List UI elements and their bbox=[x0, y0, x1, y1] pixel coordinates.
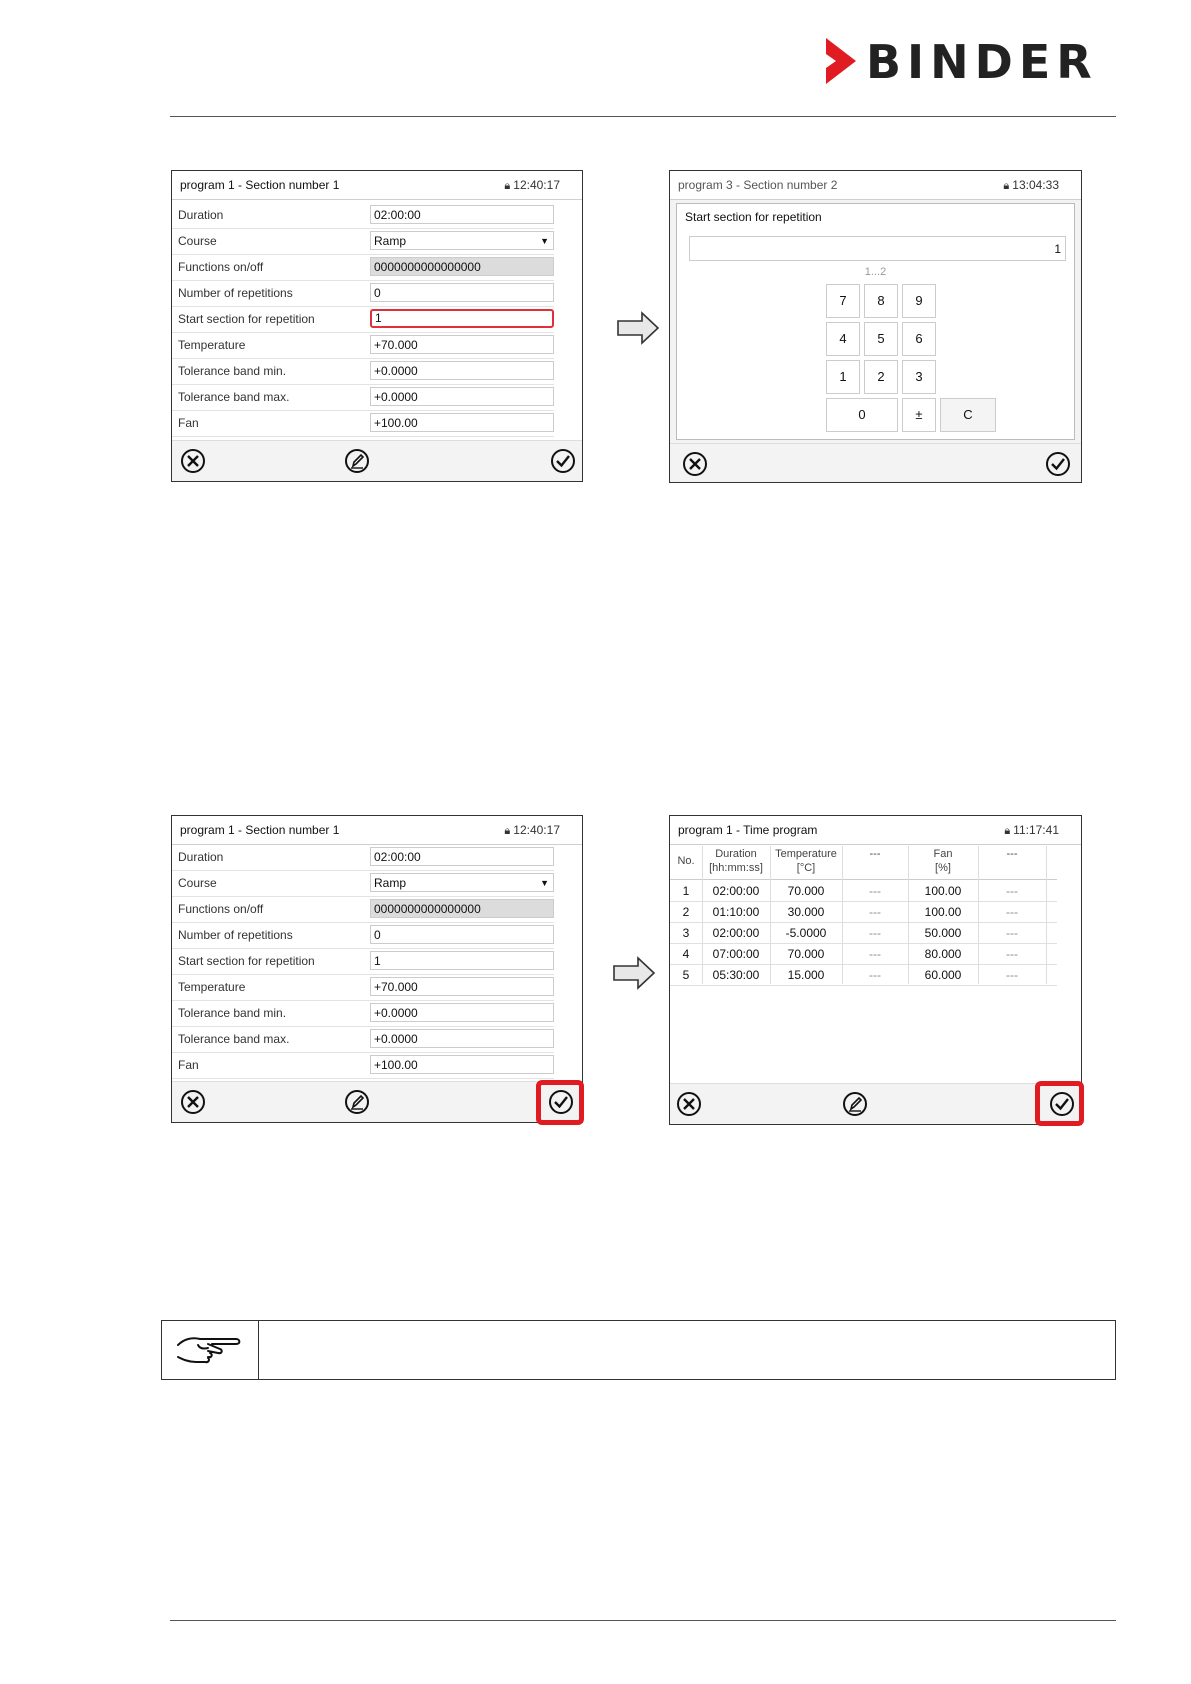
parameter-row bbox=[172, 203, 554, 229]
screen-clock bbox=[504, 171, 560, 200]
confirm-icon[interactable] bbox=[550, 448, 576, 474]
parameter-label: Tolerance band max. bbox=[178, 1032, 290, 1046]
parameter-value-field[interactable] bbox=[370, 1003, 554, 1022]
parameter-value: Ramp bbox=[374, 234, 407, 248]
parameter-value-field[interactable] bbox=[370, 257, 554, 276]
cancel-icon[interactable] bbox=[180, 1089, 206, 1115]
table-cell: 07:00:00 bbox=[712, 947, 760, 961]
clock-time: 12:40:17 bbox=[513, 823, 560, 837]
clock-time: 11:17:41 bbox=[1013, 823, 1059, 837]
parameter-value-field[interactable] bbox=[370, 1055, 554, 1074]
parameter-row bbox=[172, 1001, 554, 1027]
parameter-value: +100.00 bbox=[374, 1058, 418, 1072]
parameter-label: Duration bbox=[178, 850, 224, 864]
lock-icon: 🔒︎ bbox=[1004, 825, 1011, 837]
numeric-entry-dialog bbox=[676, 203, 1075, 440]
parameter-label: Temperature bbox=[178, 338, 246, 352]
parameter-label: Start section for repetition bbox=[178, 312, 315, 326]
table-cell: --- bbox=[1006, 926, 1018, 940]
column-separator bbox=[702, 846, 703, 984]
key-3[interactable]: 3 bbox=[902, 360, 936, 394]
column-header-fan: Fan [%] bbox=[933, 848, 953, 874]
table-cell: 30.000 bbox=[787, 905, 825, 919]
parameter-label: Tolerance band min. bbox=[178, 1006, 287, 1020]
parameter-row bbox=[172, 411, 554, 437]
parameter-row bbox=[172, 923, 554, 949]
parameter-value: 1 bbox=[374, 954, 381, 968]
table-cell: --- bbox=[1006, 947, 1018, 961]
parameter-row bbox=[172, 229, 554, 255]
parameter-label: Course bbox=[178, 876, 217, 890]
parameter-label: Tolerance band min. bbox=[178, 364, 287, 378]
parameter-label: Number of repetitions bbox=[178, 286, 293, 300]
parameter-label: Number of repetitions bbox=[178, 928, 293, 942]
edit-screen-top bbox=[171, 170, 583, 482]
table-cell: --- bbox=[869, 926, 881, 940]
column-separator bbox=[770, 846, 771, 984]
parameter-value: 0 bbox=[374, 286, 381, 300]
table-cell: 70.000 bbox=[787, 884, 825, 898]
dropdown-caret-icon[interactable]: ▼ bbox=[540, 878, 549, 888]
parameter-value-field[interactable] bbox=[370, 335, 554, 354]
parameter-value-field[interactable] bbox=[370, 309, 554, 328]
lock-icon: 🔒︎ bbox=[1003, 180, 1010, 192]
table-cell: 1 bbox=[682, 884, 690, 898]
parameter-value: 02:00:00 bbox=[374, 850, 421, 864]
parameter-value: 0000000000000000 bbox=[374, 902, 481, 916]
parameter-value-field[interactable] bbox=[370, 1029, 554, 1048]
footer-rule bbox=[170, 1620, 1116, 1621]
screen-titlebar bbox=[172, 816, 582, 845]
key-2[interactable]: 2 bbox=[864, 360, 898, 394]
parameter-value: +0.0000 bbox=[374, 1032, 418, 1046]
table-cell: 01:10:00 bbox=[712, 905, 760, 919]
table-cell: 02:00:00 bbox=[712, 884, 760, 898]
table-cell: 80.000 bbox=[924, 947, 962, 961]
parameter-row bbox=[172, 845, 554, 871]
screen-titlebar bbox=[172, 171, 582, 200]
screen-clock bbox=[504, 816, 560, 845]
parameter-value-field[interactable] bbox=[370, 899, 554, 918]
clock-time: 13:04:33 bbox=[1012, 178, 1059, 192]
column-header-duration: Duration [hh:mm:ss] bbox=[709, 848, 763, 874]
right-arrow-icon bbox=[616, 311, 660, 345]
parameter-value-field[interactable] bbox=[370, 361, 554, 380]
pointing-hand-icon bbox=[174, 1331, 248, 1373]
table-row[interactable] bbox=[670, 922, 1057, 944]
edit-icon[interactable] bbox=[344, 448, 370, 474]
parameter-value-field[interactable] bbox=[370, 977, 554, 996]
parameter-row bbox=[172, 281, 554, 307]
binder-logo bbox=[826, 35, 1116, 89]
keypad-screen bbox=[669, 170, 1082, 483]
table-header bbox=[670, 845, 1057, 880]
key-5[interactable]: 5 bbox=[864, 322, 898, 356]
table-row[interactable] bbox=[670, 964, 1057, 986]
column-separator bbox=[842, 846, 843, 984]
key-7[interactable]: 7 bbox=[826, 284, 860, 318]
column-header-empty-2: --- bbox=[1006, 848, 1018, 860]
parameter-label: Course bbox=[178, 234, 217, 248]
table-cell: 100.00 bbox=[924, 884, 962, 898]
table-cell: --- bbox=[869, 884, 881, 898]
screen-title: program 1 - Time program bbox=[678, 823, 818, 837]
screen-footer bbox=[172, 440, 582, 481]
screen-footer bbox=[670, 443, 1081, 482]
table-cell: 5 bbox=[682, 968, 690, 982]
column-separator bbox=[1046, 846, 1047, 984]
clock-time: 12:40:17 bbox=[513, 178, 560, 192]
screen-footer bbox=[670, 1083, 1081, 1124]
parameter-row bbox=[172, 975, 554, 1001]
parameter-label: Start section for repetition bbox=[178, 954, 315, 968]
lock-icon: 🔒︎ bbox=[504, 180, 511, 192]
parameter-label: Tolerance band max. bbox=[178, 390, 290, 404]
table-cell: 4 bbox=[682, 947, 690, 961]
screen-title: program 3 - Section number 2 bbox=[678, 178, 838, 192]
binder-logo-mark-icon bbox=[826, 38, 860, 84]
table-cell: 15.000 bbox=[787, 968, 825, 982]
parameter-label: Duration bbox=[178, 208, 224, 222]
column-header-temperature: Temperature [°C] bbox=[775, 848, 837, 874]
key-8[interactable]: 8 bbox=[864, 284, 898, 318]
right-arrow-icon bbox=[612, 956, 656, 990]
confirm-icon[interactable] bbox=[1045, 451, 1071, 477]
cancel-icon[interactable] bbox=[180, 448, 206, 474]
table-cell: -5.0000 bbox=[785, 926, 827, 940]
parameter-label: Temperature bbox=[178, 980, 246, 994]
parameter-label: Fan bbox=[178, 1058, 199, 1072]
column-header-empty-1: --- bbox=[869, 848, 881, 860]
column-header-no: No. bbox=[677, 855, 695, 867]
parameter-row bbox=[172, 949, 554, 975]
table-cell: --- bbox=[1006, 884, 1018, 898]
cancel-icon[interactable] bbox=[676, 1091, 702, 1117]
parameter-value: 1 bbox=[375, 311, 382, 325]
parameter-value-field[interactable] bbox=[370, 951, 554, 970]
parameter-value-field[interactable] bbox=[370, 231, 554, 250]
note-box bbox=[161, 1320, 1116, 1380]
screen-titlebar bbox=[670, 816, 1081, 845]
edit-screen-bottom bbox=[171, 815, 583, 1123]
value-range: 1...2 bbox=[864, 266, 887, 278]
key-4[interactable]: 4 bbox=[826, 322, 860, 356]
table-cell: --- bbox=[869, 968, 881, 982]
parameter-row bbox=[172, 385, 554, 411]
screen-title: program 1 - Section number 1 bbox=[180, 823, 340, 837]
screen-titlebar bbox=[670, 171, 1081, 200]
table-row[interactable] bbox=[670, 943, 1057, 965]
key-9[interactable]: 9 bbox=[902, 284, 936, 318]
dropdown-caret-icon[interactable]: ▼ bbox=[540, 236, 549, 246]
parameter-row bbox=[172, 1053, 554, 1079]
screen-clock bbox=[1004, 816, 1059, 845]
parameter-value: +70.000 bbox=[374, 980, 418, 994]
column-separator bbox=[908, 846, 909, 984]
parameter-row bbox=[172, 871, 554, 897]
edit-icon[interactable] bbox=[842, 1091, 868, 1117]
key-0[interactable]: 0 bbox=[826, 398, 898, 432]
edit-icon[interactable] bbox=[344, 1089, 370, 1115]
parameter-value: +0.0000 bbox=[374, 390, 418, 404]
note-divider bbox=[258, 1321, 259, 1379]
key-clear[interactable]: C bbox=[940, 398, 996, 432]
parameter-label: Fan bbox=[178, 416, 199, 430]
confirm-highlight bbox=[1035, 1081, 1084, 1126]
parameter-row bbox=[172, 897, 554, 923]
parameter-label: Functions on/off bbox=[178, 260, 264, 274]
parameter-value: +0.0000 bbox=[374, 364, 418, 378]
parameter-value: +70.000 bbox=[374, 338, 418, 352]
table-cell: 100.00 bbox=[924, 905, 962, 919]
parameter-value: 02:00:00 bbox=[374, 208, 421, 222]
header-rule bbox=[170, 116, 1116, 117]
time-program-screen bbox=[669, 815, 1082, 1125]
key-plus-minus[interactable]: ± bbox=[902, 398, 936, 432]
value-input[interactable]: 1 bbox=[689, 236, 1066, 261]
parameter-value-field[interactable] bbox=[370, 925, 554, 944]
parameter-value: +100.00 bbox=[374, 416, 418, 430]
parameter-value-field[interactable] bbox=[370, 873, 554, 892]
table-cell: --- bbox=[869, 905, 881, 919]
parameter-value-field[interactable] bbox=[370, 283, 554, 302]
table-row[interactable] bbox=[670, 901, 1057, 923]
parameter-value-field[interactable] bbox=[370, 413, 554, 432]
parameter-row bbox=[172, 359, 554, 385]
table-cell: --- bbox=[1006, 968, 1018, 982]
column-separator bbox=[978, 846, 979, 984]
parameter-row bbox=[172, 307, 554, 333]
parameter-row bbox=[172, 1027, 554, 1053]
confirm-highlight bbox=[536, 1080, 584, 1125]
table-cell: 05:30:00 bbox=[712, 968, 760, 982]
parameter-value: 0 bbox=[374, 928, 381, 942]
screen-title: program 1 - Section number 1 bbox=[180, 178, 340, 192]
parameter-label: Functions on/off bbox=[178, 902, 264, 916]
dialog-title: Start section for repetition bbox=[685, 210, 822, 224]
table-cell: 70.000 bbox=[787, 947, 825, 961]
table-cell: 3 bbox=[682, 926, 690, 940]
table-cell: 50.000 bbox=[924, 926, 962, 940]
table-cell: 60.000 bbox=[924, 968, 962, 982]
key-6[interactable]: 6 bbox=[902, 322, 936, 356]
table-cell: 2 bbox=[682, 905, 690, 919]
screen-footer bbox=[172, 1081, 582, 1122]
key-1[interactable]: 1 bbox=[826, 360, 860, 394]
parameter-value: 0000000000000000 bbox=[374, 260, 481, 274]
brand-name: BINDER bbox=[866, 35, 1098, 89]
cancel-icon[interactable] bbox=[682, 451, 708, 477]
parameter-value: +0.0000 bbox=[374, 1006, 418, 1020]
screen-clock bbox=[1003, 171, 1059, 200]
parameter-row bbox=[172, 333, 554, 359]
table-row[interactable] bbox=[670, 880, 1057, 902]
lock-icon: 🔒︎ bbox=[504, 825, 511, 837]
parameter-value-field[interactable] bbox=[370, 205, 554, 224]
table-cell: --- bbox=[1006, 905, 1018, 919]
parameter-value-field[interactable] bbox=[370, 387, 554, 406]
parameter-row bbox=[172, 255, 554, 281]
table-cell: --- bbox=[869, 947, 881, 961]
table-cell: 02:00:00 bbox=[712, 926, 760, 940]
parameter-value-field[interactable] bbox=[370, 847, 554, 866]
parameter-value: Ramp bbox=[374, 876, 407, 890]
